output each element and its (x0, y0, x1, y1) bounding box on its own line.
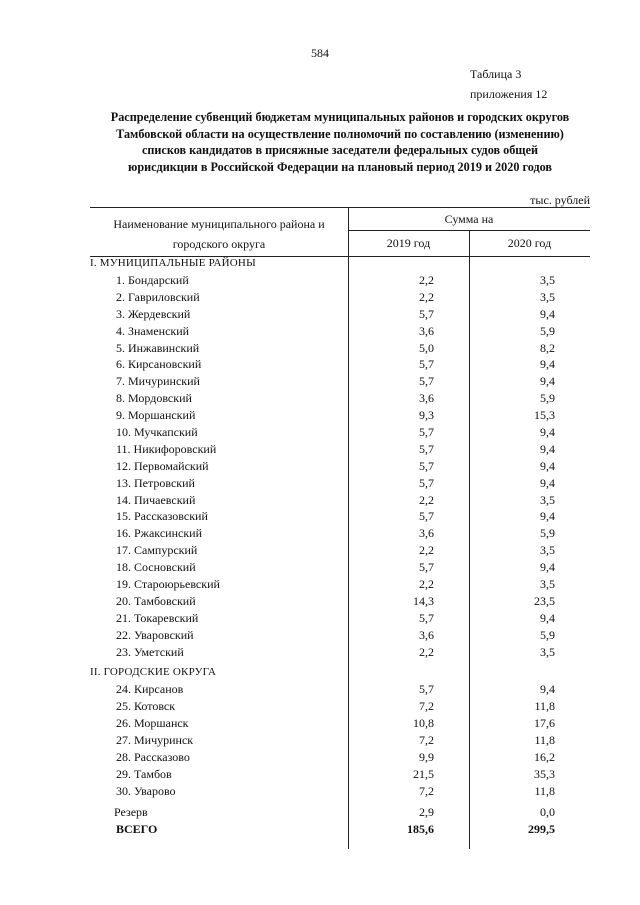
row-value-2019: 2,2 (419, 273, 434, 287)
row-value-2020: 9,4 (540, 441, 555, 456)
row-value-2020: 3,5 (540, 273, 555, 287)
table-row (90, 610, 590, 627)
row-value-2020: 9,4 (540, 509, 555, 524)
table-row (90, 681, 590, 698)
row-value-2020: 11,8 (534, 699, 555, 714)
section-city-okrugs (90, 664, 590, 681)
row-value-2019: 2,2 (419, 289, 434, 304)
row-name: 5. Инжавинский (116, 340, 200, 355)
column-header-sum: Сумма на (444, 212, 494, 226)
table-row-total (90, 821, 590, 838)
table-row (90, 644, 590, 661)
row-name: 22. Уваровский (116, 627, 194, 642)
row-name: 12. Первомайский (116, 458, 209, 473)
row-name: 23. Уметский (116, 644, 184, 659)
table-row (90, 559, 590, 576)
row-value-2019: 14,3 (413, 593, 434, 608)
row-value-2020: 0,0 (540, 804, 555, 819)
row-name: 29. Тамбов (116, 766, 172, 781)
section-municipal-districts (90, 255, 590, 272)
table-row (90, 441, 590, 458)
section-title: I. МУНИЦИПАЛЬНЫЕ РАЙОНЫ (90, 257, 256, 269)
row-name: 13. Петровский (116, 475, 195, 490)
row-value-2019: 9,9 (419, 750, 434, 765)
row-value-2020: 9,4 (540, 682, 555, 697)
table-reference (470, 64, 547, 104)
table-row (90, 749, 590, 766)
row-value-2020: 9,4 (540, 425, 555, 440)
title-line: Распределение субвенций бюджетам муниципальных районов и городских округов (110, 110, 570, 124)
row-value-2019: 5,7 (419, 610, 434, 625)
row-value-2020: 3,5 (540, 492, 555, 507)
row-value-2020: 16,2 (534, 750, 555, 765)
units-label: тыс. рублей (530, 193, 590, 207)
row-name: 25. Котовск (116, 699, 176, 714)
row-value-2019: 2,2 (419, 577, 434, 592)
row-name: 1. Бондарский (116, 273, 189, 287)
row-name: 15. Рассказовский (116, 509, 208, 524)
page-number: 584 (311, 46, 329, 60)
row-value-2020: 3,5 (540, 577, 555, 592)
table-row-reserve (90, 804, 590, 821)
row-name: 21. Токаревский (116, 610, 199, 625)
table-row (90, 508, 590, 525)
row-value-2019: 2,2 (419, 644, 434, 659)
row-value-2020: 9,4 (540, 357, 555, 372)
row-value-2020: 5,9 (540, 323, 555, 338)
column-header-2020: 2020 год (507, 236, 552, 250)
row-name: 30. Уварово (116, 783, 176, 798)
row-value-2020: 9,4 (540, 458, 555, 473)
row-value-2020: 17,6 (534, 716, 555, 731)
row-value-2019: 3,6 (419, 391, 434, 406)
row-value-2019: 5,7 (419, 374, 434, 389)
row-value-2019: 7,2 (419, 699, 434, 714)
row-value-2020: 5,9 (540, 627, 555, 642)
table-row (90, 525, 590, 542)
row-name: 19. Староюрьевский (116, 577, 220, 592)
row-name: 3. Жердевский (116, 306, 191, 321)
table-row (90, 542, 590, 559)
document-title (90, 109, 590, 175)
table-row (90, 424, 590, 441)
column-header-name-line2: городского округа (172, 237, 266, 251)
row-value-2019: 185,6 (407, 821, 434, 836)
title-line: Тамбовской области на осуществление полномочий по составлению (изменению) (116, 126, 564, 141)
table-row (90, 272, 590, 289)
row-value-2020: 3,5 (540, 289, 555, 304)
row-value-2020: 9,4 (540, 610, 555, 625)
row-value-2020: 5,9 (540, 391, 555, 406)
table-row (90, 356, 590, 373)
row-value-2019: 5,7 (419, 458, 434, 473)
row-name: ВСЕГО (116, 821, 158, 836)
row-name: 26. Моршанск (116, 716, 189, 731)
row-value-2019: 5,7 (419, 441, 434, 456)
row-name: 11. Никифоровский (116, 441, 217, 456)
title-line: списков кандидатов в присяжные заседатели федеральных судов общей (141, 143, 539, 157)
row-name: 17. Сампурский (116, 543, 198, 558)
table-row (90, 475, 590, 492)
row-value-2019: 10,8 (413, 716, 434, 731)
section-title: II. ГОРОДСКИЕ ОКРУГА (90, 666, 217, 679)
row-value-2019: 21,5 (413, 766, 434, 781)
table-header (90, 207, 590, 257)
row-value-2020: 35,3 (534, 766, 555, 781)
row-value-2019: 5,0 (419, 340, 434, 355)
row-name: 7. Мичуринский (116, 374, 200, 389)
table-row (90, 289, 590, 306)
row-value-2019: 3,6 (419, 526, 434, 541)
row-name: Резерв (114, 804, 148, 819)
row-name: 2. Гавриловский (116, 289, 200, 304)
row-value-2019: 5,7 (419, 306, 434, 321)
title-line: юрисдикции в Российской Федерации на плановый период 2019 и 2020 годов (128, 159, 552, 174)
table-row (90, 407, 590, 424)
row-value-2019: 7,2 (419, 783, 434, 798)
table-row (90, 715, 590, 732)
row-name: 8. Мордовский (116, 391, 192, 406)
row-value-2019: 2,2 (419, 543, 434, 558)
row-value-2020: 9,4 (540, 306, 555, 321)
row-value-2019: 9,3 (419, 408, 434, 423)
row-value-2020: 5,9 (540, 526, 555, 541)
table-row (90, 783, 590, 800)
row-value-2019: 3,6 (419, 627, 434, 642)
row-value-2019: 5,7 (419, 425, 434, 440)
row-name: 10. Мучкапский (116, 425, 198, 440)
row-value-2019: 5,7 (419, 357, 434, 372)
column-header-name-line1: Наименование муниципального района и (113, 217, 325, 231)
column-header-2019: 2019 год (386, 236, 431, 250)
table-row (90, 576, 590, 593)
row-value-2019: 5,7 (419, 509, 434, 524)
table-row (90, 390, 590, 407)
row-name: 27. Мичуринск (116, 733, 194, 748)
annex-label: приложения 12 (470, 87, 548, 101)
row-value-2019: 2,9 (419, 804, 434, 819)
row-name: 18. Сосновский (116, 560, 196, 575)
table-row (90, 458, 590, 475)
row-value-2020: 11,8 (534, 733, 555, 748)
table-row (90, 340, 590, 357)
row-value-2020: 299,5 (528, 821, 555, 836)
row-name: 28. Рассказово (116, 750, 190, 765)
row-value-2020: 9,4 (540, 374, 555, 389)
table-row (90, 593, 590, 610)
row-value-2019: 5,7 (419, 475, 434, 490)
column-header-name (90, 214, 348, 254)
table-row (90, 492, 590, 509)
table-row (90, 766, 590, 783)
row-name: 24. Кирсанов (116, 682, 184, 697)
table-row (90, 732, 590, 749)
row-value-2019: 7,2 (419, 733, 434, 748)
row-value-2020: 9,4 (540, 560, 555, 575)
row-value-2019: 5,7 (419, 560, 434, 575)
row-name: 6. Кирсановский (116, 357, 202, 372)
row-value-2019: 3,6 (419, 323, 434, 338)
row-name: 4. Знаменский (116, 323, 190, 338)
table-row (90, 323, 590, 340)
row-name: 9. Моршанский (116, 408, 196, 423)
table-label: Таблица 3 (470, 67, 522, 81)
row-value-2019: 5,7 (419, 682, 434, 697)
table-row (90, 627, 590, 644)
row-value-2020: 9,4 (540, 475, 555, 490)
row-value-2020: 23,5 (534, 593, 555, 608)
table-body (90, 255, 590, 838)
row-name: 14. Пичаевский (116, 492, 196, 507)
table-row (90, 698, 590, 715)
row-value-2019: 2,2 (419, 492, 434, 507)
row-value-2020: 11,8 (534, 783, 555, 798)
row-value-2020: 15,3 (534, 408, 555, 423)
row-name: 16. Ржаксинский (116, 526, 202, 541)
table-row (90, 306, 590, 323)
row-name: 20. Тамбовский (116, 593, 196, 608)
row-value-2020: 8,2 (540, 340, 555, 355)
table-row (90, 373, 590, 390)
row-value-2020: 3,5 (540, 644, 555, 659)
row-value-2020: 3,5 (540, 543, 555, 558)
